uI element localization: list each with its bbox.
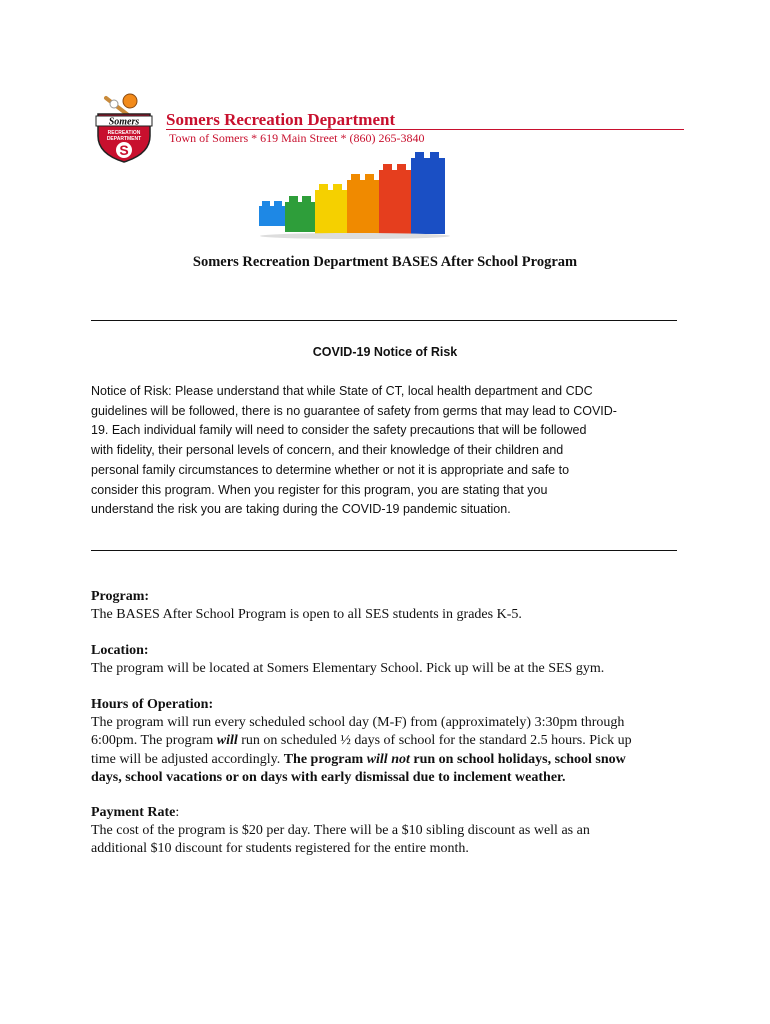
payment-line: additional $10 discount for students registered for the entire month. <box>91 841 469 857</box>
hours-line: The program will run every scheduled school day (M-F) from (approximately) 3:30pm through <box>91 715 625 731</box>
divider-bottom <box>91 550 677 551</box>
location-text: The program will be located at Somers Elementary School. Pick up will be at the SES gym. <box>91 661 605 677</box>
emphasis-will: will <box>216 733 238 749</box>
hours-section <box>91 696 691 787</box>
payment-heading: Payment Rate: <box>91 805 180 820</box>
location-section <box>91 642 691 678</box>
hours-line: days, school vacations or on days with early dismissal due to inclement weather. <box>91 769 566 785</box>
logo-text-mid2: DEPARTMENT <box>106 136 142 142</box>
payment-section <box>91 804 691 859</box>
covid-notice-body <box>91 382 681 520</box>
somers-recreation-logo <box>92 92 156 164</box>
org-name: Somers Recreation Department <box>166 110 396 129</box>
block-blue-light <box>259 201 287 226</box>
program-text: The BASES After School Program is open to all SES students in grades K-5. <box>91 607 522 623</box>
covid-line: guidelines will be followed, there is no guarantee of safety from germs that may lead to COVID- <box>91 403 617 418</box>
covid-line: understand the risk you are taking during the COVID-19 pandemic situation. <box>91 502 511 517</box>
logo-basketball-icon <box>123 94 137 108</box>
block-blue-dark <box>411 152 445 234</box>
hours-line: time will be adjusted accordingly. The program will not run on school holidays, school snow <box>91 751 626 767</box>
block-green <box>285 196 315 232</box>
covid-line: consider this program. When you register for this program, you are stating that you <box>91 482 548 497</box>
payment-line: The cost of the program is $20 per day. There will be a $10 sibling discount as well as an <box>91 823 590 839</box>
org-underline <box>166 129 684 130</box>
org-address: Town of Somers * 619 Main Street * (860) 265-3840 <box>169 131 425 145</box>
logo-baseball-icon <box>110 100 118 108</box>
program-section <box>91 588 691 624</box>
covid-line: Notice of Risk: Please understand that while State of CT, local health department and CDC <box>91 384 593 398</box>
logo-text-mid1: RECREATION <box>107 130 141 136</box>
hours-line: 6:00pm. The program will run on scheduled ½ days of school for the standard 2.5 hours. Pick up <box>91 733 632 749</box>
logo-text-top: Somers <box>108 116 140 128</box>
block-red <box>379 164 411 234</box>
covid-notice-title: COVID-19 Notice of Risk <box>312 345 458 359</box>
block-orange <box>347 174 379 234</box>
program-heading: Program: <box>91 589 150 604</box>
emphasis-will-not: will not <box>366 751 410 767</box>
hours-heading: Hours of Operation: <box>91 697 214 712</box>
covid-line: 19. Each individual family will need to consider the safety precautions that will be followed <box>91 423 587 438</box>
program-title: Somers Recreation Department BASES After School Program <box>192 254 578 270</box>
block-yellow <box>315 184 347 234</box>
divider-top <box>91 320 677 321</box>
covid-line: with fidelity, their personal levels of concern, and their knowledge of their children and <box>91 443 564 458</box>
logo-letter: S <box>119 142 129 158</box>
covid-line: personal family circumstances to determine whether or not it is appropriate and safe to <box>91 462 570 477</box>
location-heading: Location: <box>91 643 149 658</box>
building-blocks-graphic <box>255 150 460 240</box>
